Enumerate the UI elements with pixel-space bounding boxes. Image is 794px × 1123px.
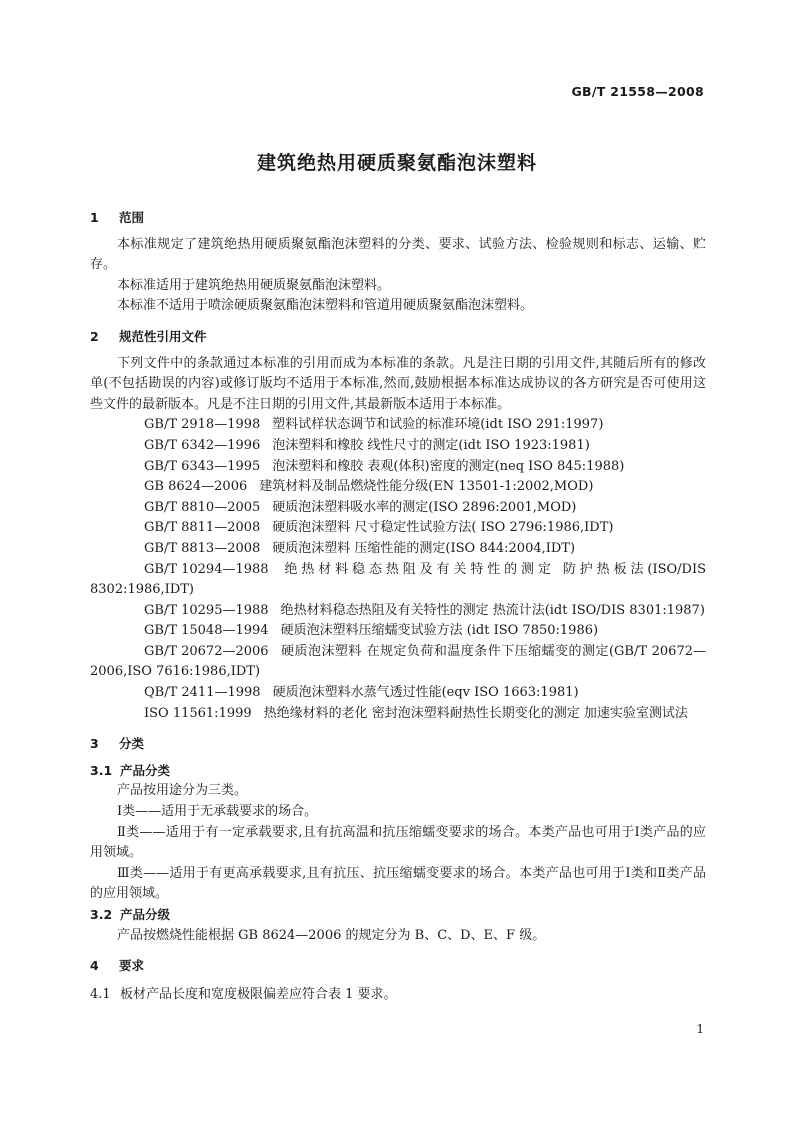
subsection-number: 4.1 bbox=[90, 986, 111, 1002]
subsection-3-2-heading bbox=[90, 905, 706, 926]
page-number: 1 bbox=[696, 1022, 704, 1036]
section-1-heading bbox=[90, 208, 706, 229]
reference-title: 硬质泡沫塑料 尺寸稳定性试验方法( ISO 2796:1986,IDT) bbox=[272, 520, 614, 536]
reference-title: 塑料试样状态调节和试验的标准环境(idt ISO 291:1997) bbox=[272, 417, 604, 433]
paragraph: Ⅲ类——适用于有更高承载要求,且有抗压、抗压缩蠕变要求的场合。本类产品也可用于Ⅰ类和Ⅱ类产品的应用领域。 bbox=[90, 865, 706, 902]
reference-code: GB/T 6343—1995 bbox=[144, 458, 261, 474]
reference-item bbox=[90, 498, 706, 519]
reference-title: 绝热材料稳态热阻及有关特性的测定 热流计法(idt ISO/DIS 8301:1987) bbox=[280, 602, 705, 618]
paragraph: Ⅰ类——适用于无承载要求的场合。 bbox=[117, 804, 318, 820]
paragraph: 产品按燃烧性能根据 GB 8624—2006 的规定分为 B、C、D、E、F 级。 bbox=[117, 927, 546, 943]
reference-code: GB/T 8811—2008 bbox=[144, 520, 261, 536]
reference-code: ISO 11561:1999 bbox=[144, 705, 252, 721]
paragraph: 下列文件中的条款通过本标准的引用而成为本标准的条款。凡是注日期的引用文件,其随后所有的修改单(不包括勘误的内容)或修订版均不适用于本标准,然而,鼓励根据本标准达成协议的各方研究是否可使用这些文件的最新版本。凡是不注日期的引用文件,其最新版本适用于本标准。 bbox=[90, 355, 706, 412]
reference-code: GB/T 8810—2005 bbox=[144, 499, 261, 515]
reference-item bbox=[90, 539, 706, 560]
paragraph: 本标准不适用于喷涂硬质聚氨酯泡沫塑料和管道用硬质聚氨酯泡沫塑料。 bbox=[117, 298, 534, 314]
reference-code: GB/T 10294—1988 bbox=[144, 561, 269, 577]
document-title: 建筑绝热用硬质聚氨酯泡沫塑料 bbox=[256, 152, 537, 174]
subsection-number: 3.1 bbox=[90, 762, 113, 778]
paragraph: 产品按用途分为三类。 bbox=[117, 783, 248, 799]
reference-code: GB 8624—2006 bbox=[144, 479, 248, 495]
reference-item bbox=[90, 683, 706, 704]
reference-item bbox=[90, 518, 706, 539]
subsection-number: 3.2 bbox=[90, 907, 113, 922]
reference-code: GB/T 8813—2008 bbox=[144, 540, 261, 556]
section-number: 3 bbox=[90, 736, 99, 752]
paragraph: 本标准规定了建筑绝热用硬质聚氨酯泡沫塑料的分类、要求、试验方法、检验规则和标志、运输、贮存。 bbox=[90, 236, 706, 273]
reference-item bbox=[90, 621, 706, 642]
section-number: 1 bbox=[90, 210, 99, 225]
subsection-title: 产品分类 bbox=[120, 762, 171, 778]
paragraph: Ⅱ类——适用于有一定承载要求,且有抗高温和抗压缩蠕变要求的场合。本类产品也可用于Ⅰ类产品的应用领域。 bbox=[90, 824, 706, 861]
reference-item bbox=[90, 560, 706, 601]
reference-title: 硬质泡沫塑料 压缩性能的测定(ISO 844:2004,IDT) bbox=[272, 540, 576, 556]
reference-list bbox=[90, 415, 706, 724]
reference-item bbox=[90, 642, 706, 683]
reference-code: GB/T 10295—1988 bbox=[144, 602, 269, 618]
section-number: 4 bbox=[90, 958, 99, 974]
subsection-3-1-heading bbox=[90, 761, 706, 782]
reference-code: QB/T 2411—1998 bbox=[144, 685, 261, 701]
section-title: 分类 bbox=[119, 736, 145, 752]
section-4-heading bbox=[90, 956, 706, 977]
section-3-heading bbox=[90, 734, 706, 755]
reference-title: 绝热材料稳态热阻及有关特性的测定 防护热板法(ISO/DIS 8302:1986,IDT) bbox=[90, 561, 706, 598]
paragraph: 本标准适用于建筑绝热用硬质聚氨酯泡沫塑料。 bbox=[117, 277, 391, 293]
reference-title: 硬质泡沫塑料压缩蠕变试验方法 (idt ISO 7850:1986) bbox=[280, 623, 599, 639]
reference-item bbox=[90, 436, 706, 457]
section-number: 2 bbox=[90, 328, 99, 344]
reference-item bbox=[90, 601, 706, 622]
section-title: 范围 bbox=[119, 210, 145, 225]
reference-code: GB/T 20672—2006 bbox=[144, 643, 269, 659]
reference-item bbox=[90, 415, 706, 436]
section-title: 要求 bbox=[119, 958, 145, 974]
reference-title: 硬质泡沫塑料 在规定负荷和温度条件下压缩蠕变的测定(GB/T 20672—2006,ISO 7616:1986,IDT) bbox=[90, 643, 706, 680]
reference-item bbox=[90, 457, 706, 478]
reference-title: 热绝缘材料的老化 密封泡沫塑料耐热性长期变化的测定 加速实验室测试法 bbox=[263, 705, 688, 721]
subsection-text: 板材产品长度和宽度极限偏差应符合表 1 要求。 bbox=[120, 986, 397, 1002]
reference-code: GB/T 15048—1994 bbox=[144, 623, 269, 639]
subsection-4-1 bbox=[90, 985, 706, 1006]
reference-item bbox=[90, 704, 706, 725]
reference-title: 建筑材料及制品燃烧性能分级(EN 13501-1:2002,MOD) bbox=[259, 479, 594, 495]
standard-number: GB/T 21558—2008 bbox=[571, 84, 704, 99]
reference-title: 硬质泡沫塑料水蒸气透过性能(eqv ISO 1663:1981) bbox=[272, 685, 579, 701]
reference-title: 硬质泡沫塑料吸水率的测定(ISO 2896:2001,MOD) bbox=[272, 499, 577, 515]
section-2-heading bbox=[90, 327, 706, 348]
reference-title: 泡沫塑料和橡胶 线性尺寸的测定(idt ISO 1923:1981) bbox=[272, 437, 590, 453]
reference-item bbox=[90, 477, 706, 498]
reference-title: 泡沫塑料和橡胶 表观(体积)密度的测定(neq ISO 845:1988) bbox=[272, 458, 625, 474]
subsection-title: 产品分级 bbox=[120, 907, 171, 922]
reference-code: GB/T 6342—1996 bbox=[144, 437, 261, 453]
section-title: 规范性引用文件 bbox=[119, 328, 207, 344]
document-body bbox=[90, 208, 706, 1005]
reference-code: GB/T 2918—1998 bbox=[144, 417, 261, 433]
